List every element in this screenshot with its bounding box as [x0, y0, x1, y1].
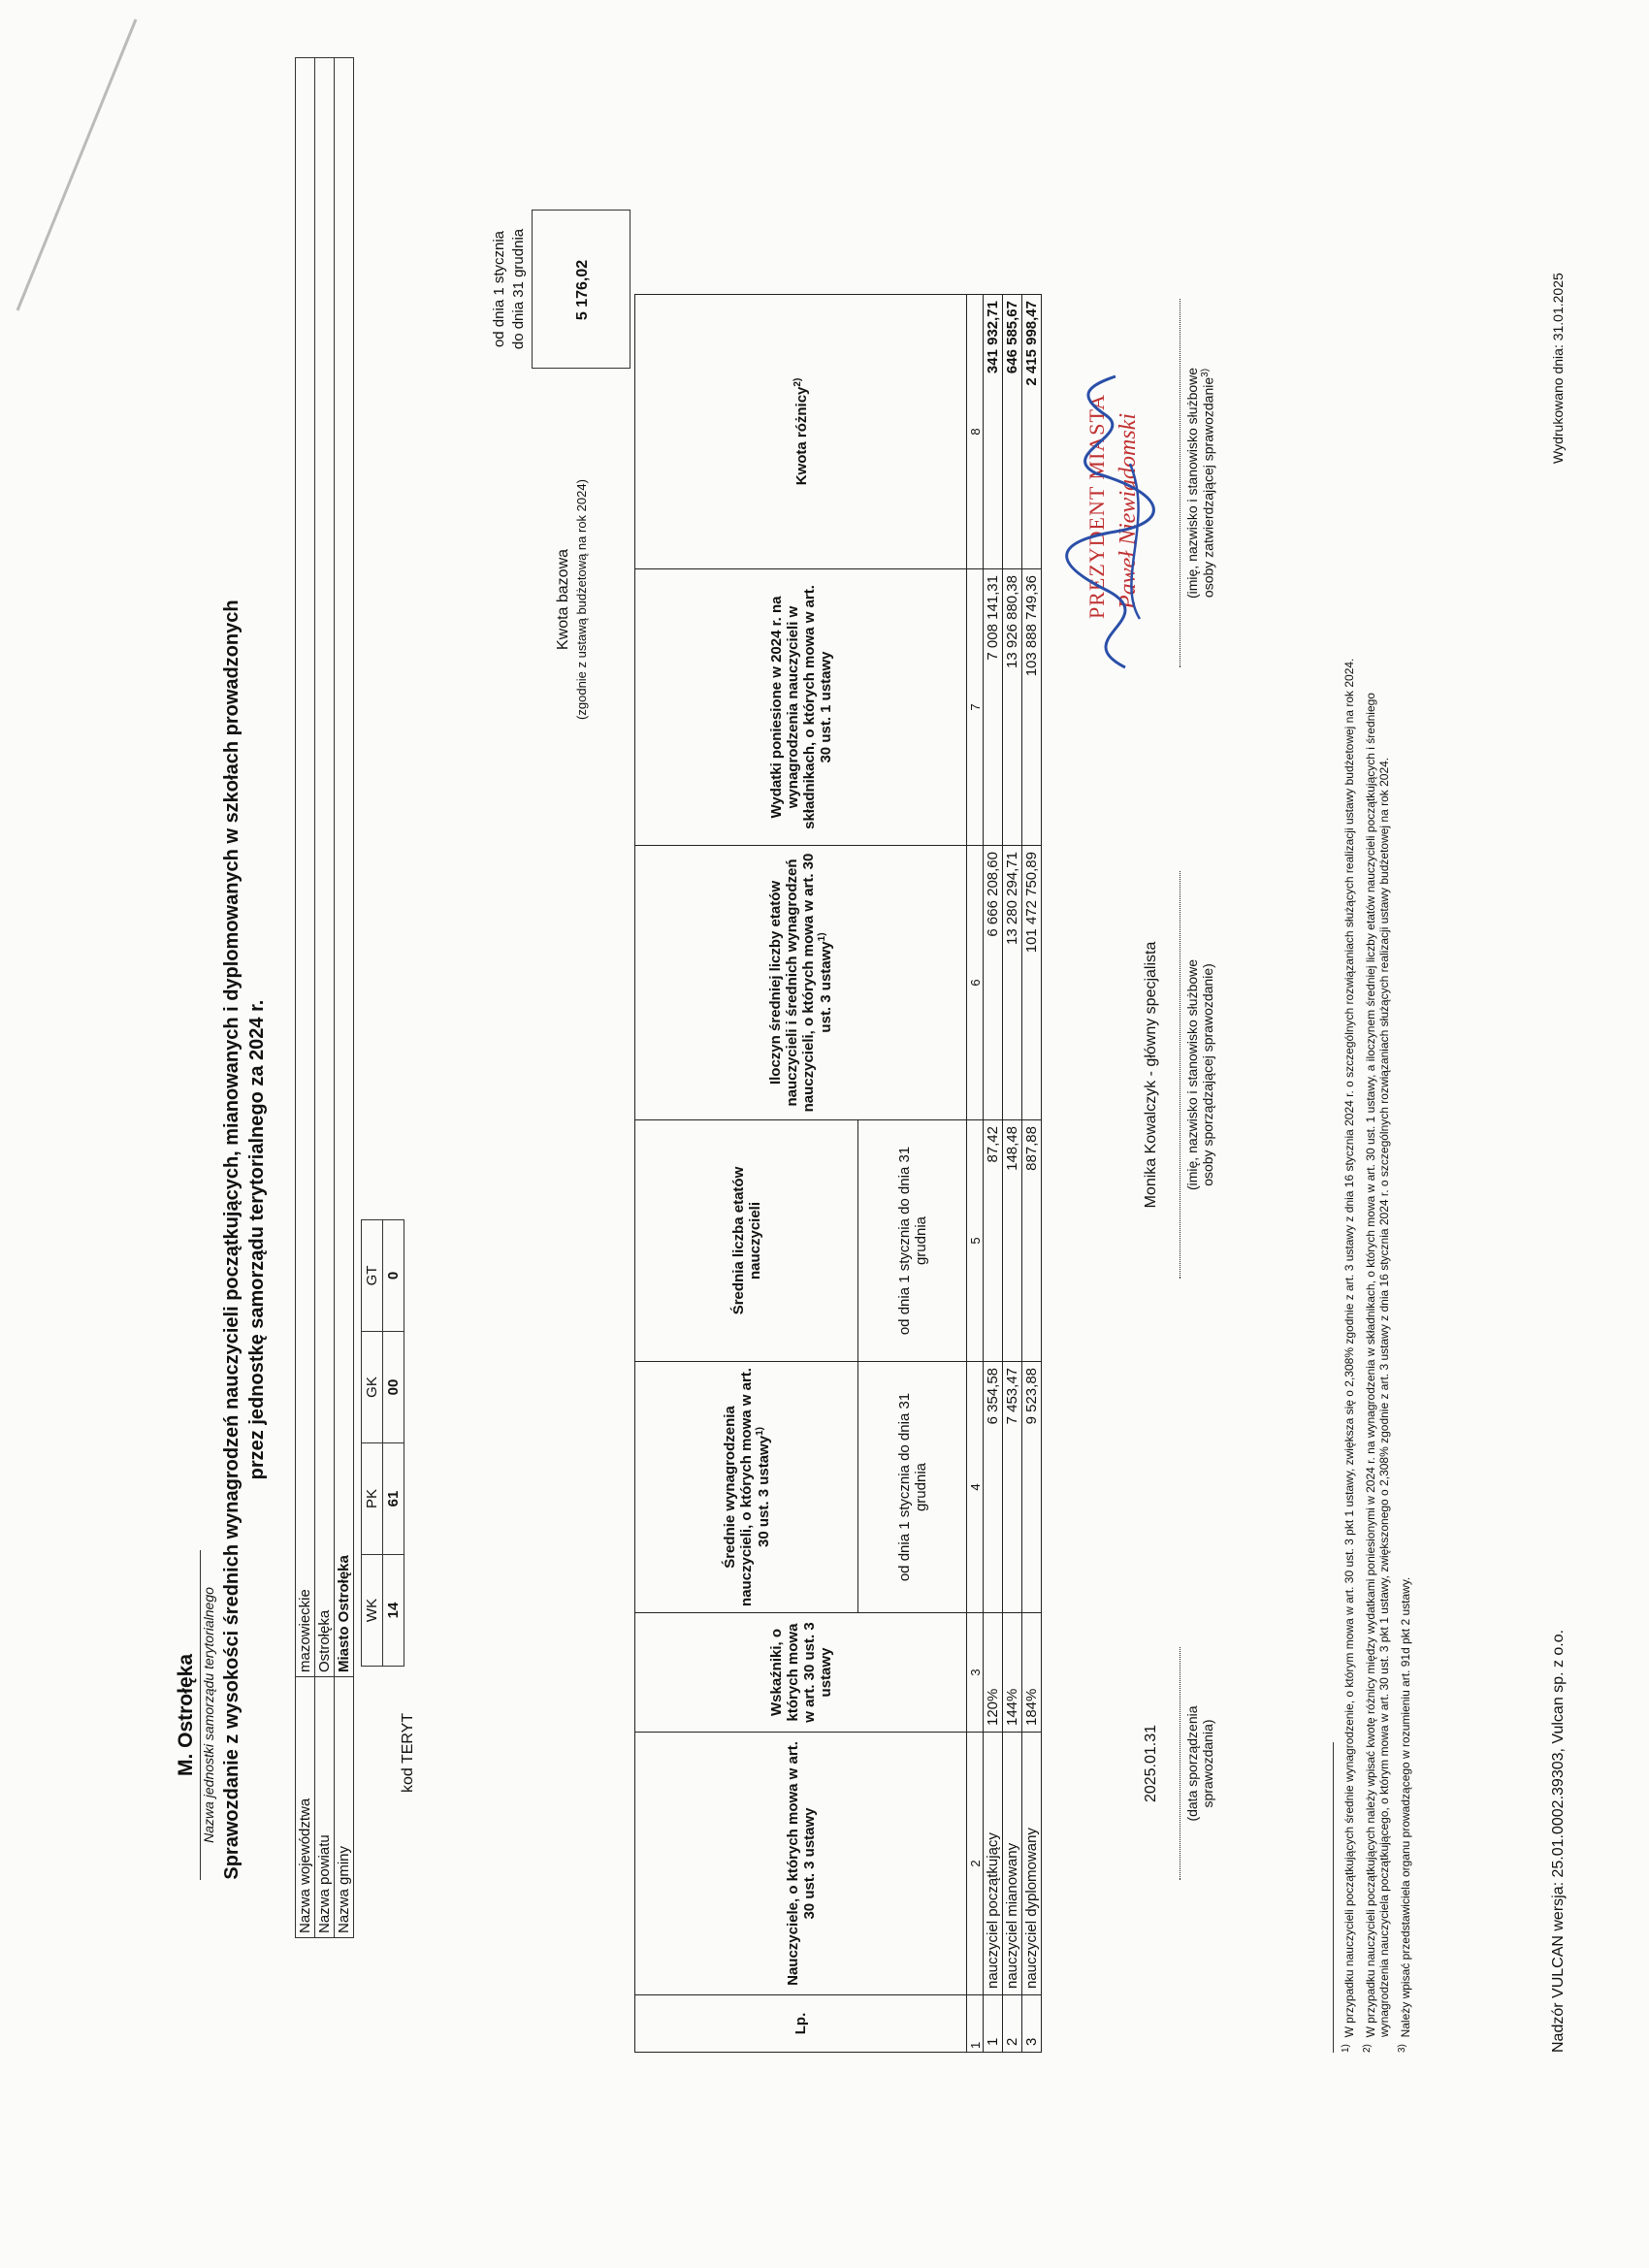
region-value: Ostrołęka [315, 58, 335, 1677]
header-avg-fte: Średnia liczba etatów nauczycieli [635, 1120, 858, 1362]
footnote-3: $^{3)}$ Należy wpisać przedstawiciela organu prowadzącego w rozumieniu art. 91d pkt 2 ustawy. [1397, 1576, 1412, 2053]
header-avg-salary: Średnie wynagrodzenia nauczycieli, o których mowa w art. 30 ust. 3 ustawy$^{1)}$ [635, 1362, 858, 1613]
region-value: mazowieckie [296, 58, 315, 1677]
teryt-header: GT [362, 1220, 383, 1332]
teryt-value: 0 [383, 1220, 404, 1332]
row-lp: 1 [984, 1995, 1003, 2053]
preparer-name: Monika Kowalczyk - główny specjalista [1143, 941, 1159, 1209]
row-teacher-type: nauczyciel dyplomowany [1022, 1733, 1042, 1995]
header-avg-salary-period: od dnia 1 stycznia do dnia 31 grudnia [858, 1362, 967, 1613]
row-product: 101 472 750,89 [1022, 846, 1042, 1120]
row-fte: 148,48 [1003, 1120, 1022, 1362]
header-product: Iloczyn średniej liczby etatów nauczycieli i średnich wynagrodzeń nauczycieli, o których mowa w art. 30 ust. 3 ustawy$^{1)}$ [635, 846, 967, 1120]
teryt-label: kod TERYT [400, 1712, 416, 1793]
column-number: 6 [967, 846, 984, 1120]
column-number: 2 [967, 1733, 984, 1995]
row-teacher-type: nauczyciel mianowany [1003, 1733, 1022, 1995]
software-version: Nadzór VULCAN wersja: 25.01.0002.39303, Vulcan sp. z o.o. [1550, 1629, 1567, 2053]
table-row [1003, 295, 1022, 2053]
handwritten-signature [1048, 367, 1174, 677]
column-number: 3 [967, 1613, 984, 1733]
header-avg-fte-period: od dnia 1 stycznia do dnia 31 grudnia [858, 1120, 967, 1362]
region-row [315, 58, 335, 1938]
table-row [1022, 295, 1042, 2053]
row-fte: 87,42 [984, 1120, 1003, 1362]
row-avg-salary: 7 453,47 [1003, 1362, 1022, 1613]
footnote-1: $^{1)}$ W przypadku nauczycieli początkujących średnie wynagrodzenie, o którym mowa w art. 30 ust. 3 pkt 1 ustawy, zwiększa się o 2,308% zgodnie z art. 3 ustawy z dnia 16 stycznia 2024 r. o szczególnych rozwiązaniach służących realizacji ustawy budżetowej na rok 2024. [1341, 658, 1356, 2053]
header-ratios: Wskaźniki, o których mowa w art. 30 ust. 3 ustawy [635, 1613, 967, 1733]
row-teacher-type: nauczyciel początkujący [984, 1733, 1003, 1995]
base-amount-value: 5 176,02 [574, 259, 591, 321]
column-number: 5 [967, 1120, 984, 1362]
column-number: 8 [967, 295, 984, 569]
region-value: Miasto Ostrołęka [335, 58, 354, 1677]
region-row [296, 58, 315, 1938]
print-date: Wydrukowano dnia: 31.01.2025 [1550, 273, 1566, 464]
report-date: 2025.01.31 [1143, 1724, 1159, 1803]
row-product: 6 666 208,60 [984, 846, 1003, 1120]
column-number: 7 [967, 569, 984, 846]
row-expenses: 7 008 141,31 [984, 569, 1003, 846]
teryt-table [361, 1219, 404, 1667]
row-product: 13 280 294,71 [1003, 846, 1022, 1120]
base-amount-period-1: od dnia 1 stycznia [491, 230, 507, 348]
header-difference: Kwota różnicy$^{2)}$ [635, 295, 967, 569]
region-label: Nazwa gminy [335, 1677, 354, 1938]
approver-stamp-title: PREZYDENT MIASTA [1084, 393, 1109, 619]
row-difference: 646 585,67 [1003, 295, 1022, 569]
header-teachers: Nauczyciele, o których mowa w art. 30 ust. 3 ustawy [635, 1733, 967, 1995]
column-number-row [967, 295, 984, 2053]
row-ratio: 120% [984, 1613, 1003, 1733]
row-avg-salary: 6 354,58 [984, 1362, 1003, 1613]
teryt-value: 14 [383, 1555, 404, 1667]
row-avg-salary: 9 523,88 [1022, 1362, 1042, 1613]
unit-caption: Nazwa jednostki samorządu terytorialnego [200, 1550, 216, 1880]
teryt-header: PK [362, 1443, 383, 1555]
header-expenses: Wydatki poniesione w 2024 r. na wynagrodzenia nauczycieli w składnikach, o których mowa w art. 30 ust. 1 ustawy [635, 569, 967, 846]
region-label: Nazwa województwa [296, 1677, 315, 1938]
row-expenses: 13 926 880,38 [1003, 569, 1022, 846]
header-lp: Lp. [635, 1995, 967, 2053]
teryt-value: 61 [383, 1443, 404, 1555]
region-row [335, 58, 354, 1938]
approver-stamp-name: Paweł Niewiadomski [1116, 413, 1141, 609]
table-row [984, 295, 1003, 2053]
preparer-caption: (imię, nazwisko i stanowisko służbowe osoby sporządzającej sprawozdanie) [1180, 871, 1215, 1279]
teryt-value: 00 [383, 1332, 404, 1443]
column-number: 1 [967, 1995, 984, 2053]
teryt-header: GK [362, 1332, 383, 1443]
row-expenses: 103 888 749,36 [1022, 569, 1042, 846]
report-title-line1: Sprawozdanie z wysokości średnich wynagrodzeń nauczycieli początkujących, mianowanych i dyplomowanych w szkołach prowadzonych [221, 599, 242, 1880]
teryt-header: WK [362, 1555, 383, 1667]
salary-table [634, 294, 1042, 2053]
unit-name: M. Ostrołęka [175, 1653, 197, 1777]
region-label: Nazwa powiatu [315, 1677, 335, 1938]
report-date-caption: (data sporządzenia sprawozdania) [1180, 1647, 1215, 1880]
report-title-line2: przez jednostkę samorządu terytorialnego za 2024 r. [246, 999, 268, 1480]
base-amount-period-2: do dnia 31 grudnia [510, 228, 527, 350]
row-difference: 2 415 998,47 [1022, 295, 1042, 569]
region-table [295, 57, 354, 1938]
footnote-divider [1333, 1742, 1334, 2053]
footnote-2-continued: wynagrodzenia nauczyciela początkującego, o którym mowa w art. 30 ust. 3 pkt 1 ustawy, zwiększonego o 2,308% zgodnie z art. 3 ustawy z dnia 16 stycznia 2024 r. o szczególnych rozwiązaniach służących realizacji ustawy budżetowej na rok 2024. [1377, 757, 1391, 2037]
footnote-2: $^{2)}$ W przypadku nauczycieli początkujących należy wpisać kwotę różnicy między wydatkami poniesionymi w 2024 r. na wynagrodzenia w składnikach, o których mowa w art. 30 ust. 1 ustawy, a iloczynem średniej liczby etatów nauczycieli początkujących i średniego [1362, 693, 1377, 2053]
base-amount-label: Kwota bazowa [555, 548, 571, 651]
row-fte: 887,88 [1022, 1120, 1042, 1362]
row-ratio: 144% [1003, 1613, 1022, 1733]
approver-caption: (imię, nazwisko i stanowisko służbowe osoby zatwierdzającej sprawozdanie$^{3)}$ [1180, 299, 1216, 667]
row-lp: 2 [1003, 1995, 1022, 2053]
row-difference: 341 932,71 [984, 295, 1003, 569]
column-number: 4 [967, 1362, 984, 1613]
row-ratio: 184% [1022, 1613, 1042, 1733]
row-lp: 3 [1022, 1995, 1042, 2053]
base-amount-note: (zgodnie z ustawą budżetową na rok 2024) [574, 479, 589, 720]
